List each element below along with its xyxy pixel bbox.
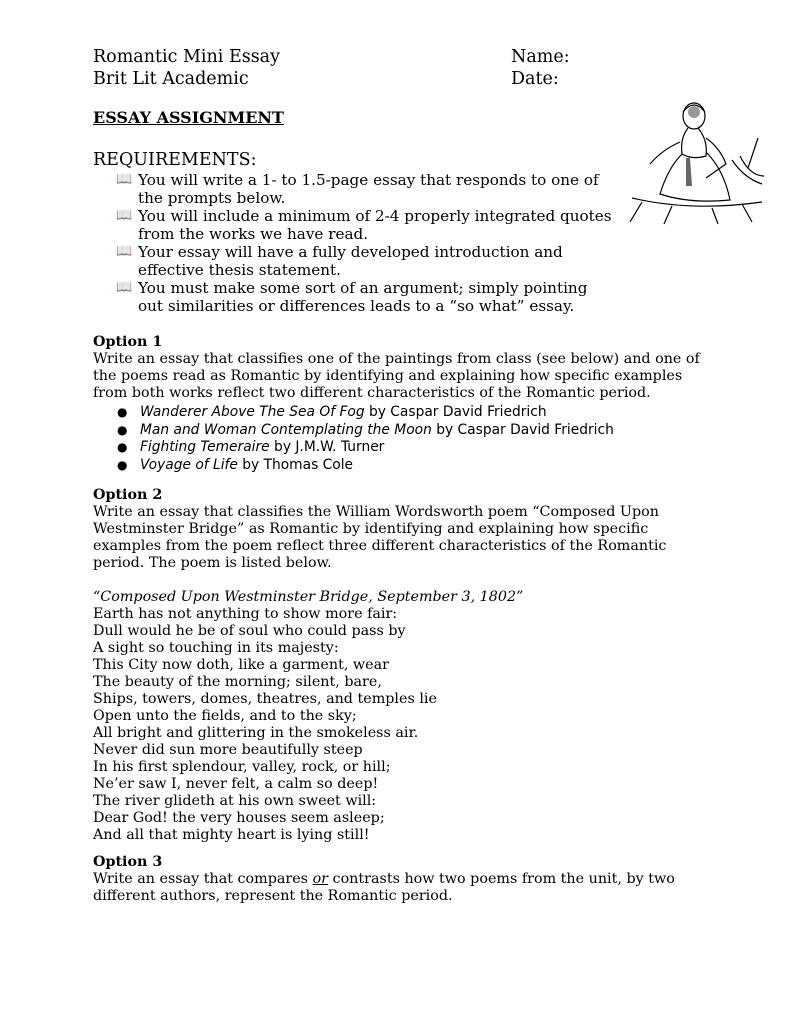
poem-line: The river glideth at his own sweet will:	[93, 793, 377, 809]
option-3-section	[93, 854, 703, 905]
poem-line: The beauty of the morning; silent, bare,	[93, 674, 382, 690]
option-1-prompt: Write an essay that classifies one of the paintings from class (see below) and one of the poems read as Romantic by identifying and explaining how specific examples from both works reflect two different characteristics of the Romantic period.	[93, 351, 700, 401]
open-book-icon: 📖	[116, 244, 133, 259]
option-2-section	[93, 487, 703, 844]
poem-title: “Composed Upon Westminster Bridge, September 3, 1802”	[93, 589, 524, 605]
option-3-title: Option 3	[93, 854, 163, 870]
option-1-title: Option 1	[93, 334, 163, 350]
poem-line: And all that mighty heart is lying still!	[93, 827, 370, 843]
option-2-title: Option 2	[93, 487, 163, 503]
course-title: Romantic Mini Essay	[93, 47, 281, 67]
requirements-heading: REQUIREMENTS:	[93, 150, 257, 170]
name-label: Name:	[511, 47, 570, 67]
requirement-item: 📖 You must make some sort of an argument; simply pointing out similarities or differences leads to a “so what” essay.	[116, 279, 588, 315]
poem-line: All bright and glittering in the smokeless air.	[93, 725, 419, 741]
assignment-title: ESSAY ASSIGNMENT	[93, 108, 284, 127]
course-info	[93, 46, 280, 90]
poem-line: Dear God! the very houses seem asleep;	[93, 810, 385, 826]
bullet-icon: ●	[117, 457, 128, 472]
woman-writing-illustration	[622, 98, 770, 228]
requirements-list	[116, 171, 616, 315]
list-item: ● Wanderer Above The Sea Of Fog by Caspar David Friedrich	[117, 404, 547, 420]
student-info	[511, 46, 570, 90]
bullet-icon: ●	[117, 422, 128, 437]
requirement-item: 📖 You will include a minimum of 2-4 properly integrated quotes from the works we have read.	[116, 207, 612, 243]
poem-line: A sight so touching in its majesty:	[93, 640, 339, 656]
poem-line: Open unto the fields, and to the sky;	[93, 708, 357, 724]
poem-line: Earth has not anything to show more fair:	[93, 606, 398, 622]
poem-line: Never did sun more beautifully steep	[93, 742, 363, 758]
date-label: Date:	[511, 69, 559, 89]
requirement-item: 📖 You will write a 1- to 1.5-page essay that responds to one of the prompts below.	[116, 171, 599, 207]
option-1-section	[93, 334, 703, 474]
poem-line: This City now doth, like a garment, wear	[93, 657, 389, 673]
list-item: ● Fighting Temeraire by J.M.W. Turner	[117, 439, 385, 455]
course-subtitle: Brit Lit Academic	[93, 69, 249, 89]
bullet-icon: ●	[117, 405, 128, 419]
painting-list	[93, 404, 703, 474]
poem-text	[93, 606, 703, 844]
bullet-icon: ●	[117, 440, 128, 454]
poem-line: Ne’er saw I, never felt, a calm so deep!	[93, 776, 379, 792]
option-2-prompt: Write an essay that classifies the William Wordsworth poem “Composed Upon Westminster Bridge” as Romantic by identifying and explaining how specific examples from the poem reflect three different characteristics of the Romantic period. The poem is listed below.	[93, 504, 667, 571]
option-3-prompt: Write an essay that compares or contrasts how two poems from the unit, by two different authors, represent the Romantic period.	[93, 871, 675, 904]
emphasis-or: or	[312, 871, 329, 887]
poem-line: Dull would he be of soul who could pass by	[93, 623, 406, 639]
list-item: ● Man and Woman Contemplating the Moon by Caspar David Friedrich	[117, 421, 614, 438]
list-item: ● Voyage of Life by Thomas Cole	[117, 456, 354, 473]
open-book-icon: 📖	[116, 172, 133, 187]
open-book-icon: 📖	[116, 280, 133, 295]
requirement-item: 📖 Your essay will have a fully developed introduction and effective thesis statement.	[116, 243, 563, 279]
poem-line: Ships, towers, domes, theatres, and temples lie	[93, 691, 437, 707]
open-book-icon: 📖	[116, 208, 133, 223]
poem-line: In his first splendour, valley, rock, or hill;	[93, 759, 391, 775]
